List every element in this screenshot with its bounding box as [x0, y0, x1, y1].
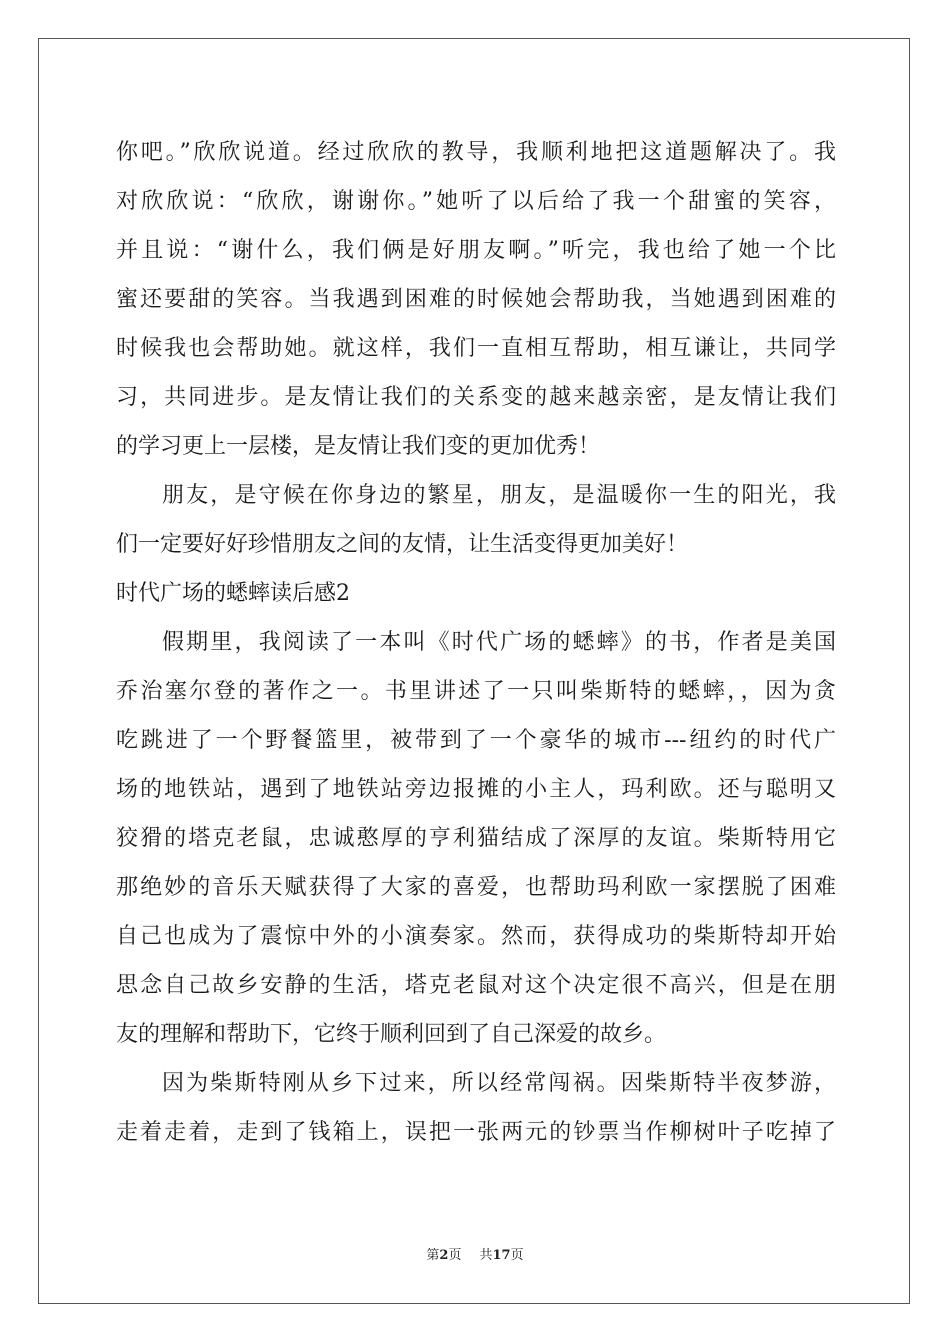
text-line: 并且说：“谢什么，我们俩是好朋友啊。”听完，我也给了她一个比 [116, 238, 836, 263]
text-line: 的学习更上一层楼，是友情让我们变的更加优秀！ [116, 434, 601, 459]
text-line: 们一定要好好珍惜朋友之间的友情，让生活变得更加美好！ [116, 532, 689, 557]
text-line: 对欣欣说：“欣欣，谢谢你。”她听了以后给了我一个甜蜜的笑容， [116, 189, 836, 214]
total-suffix: 页 [510, 1248, 524, 1263]
text-line: 狡猾的塔克老鼠，忠诚憨厚的亨利猫结成了深厚的友谊。柴斯特用它 [116, 826, 836, 851]
text-line: 吃跳进了一个野餐篮里，被带到了一个豪华的城市---纽约的时代广 [116, 728, 836, 753]
text-line: 走着走着，走到了钱箱上，误把一张两元的钞票当作柳树叶子吃掉了 [116, 1120, 836, 1145]
total-prefix: 共 [479, 1248, 493, 1263]
text-line: 友的理解和帮助下，它终于顺利回到了自己深爱的故乡。 [116, 1022, 667, 1047]
text-line: 自己也成为了震惊中外的小演奏家。然而，获得成功的柴斯特却开始 [116, 924, 836, 949]
page-suffix: 页 [448, 1248, 462, 1263]
page-prefix: 第 [426, 1248, 440, 1263]
text-line: 蜜还要甜的笑容。当我遇到困难的时候她会帮助我，当她遇到困难的 [116, 287, 836, 312]
text-line: 习，共同进步。是友情让我们的关系变的越来越亲密，是友情让我们 [116, 385, 836, 410]
page-number: 2 [439, 1248, 449, 1263]
text-line: 思念自己故乡安静的生活，塔克老鼠对这个决定很不高兴，但是在朋 [116, 973, 836, 998]
text-line: 时候我也会帮助她。就这样，我们一直相互帮助，相互谦让，共同学 [116, 336, 836, 361]
text-line: 假期里，我阅读了一本叫《时代广场的蟋蟀》的书，作者是美国 [162, 630, 836, 655]
document-body [116, 128, 836, 1157]
page-footer [0, 1248, 950, 1264]
text-line: 因为柴斯特刚从乡下过来，所以经常闯祸。因柴斯特半夜梦游， [162, 1071, 836, 1096]
text-line: 乔治塞尔登的著作之一。书里讲述了一只叫柴斯特的蟋蟀，，因为贪 [116, 679, 836, 704]
total-pages: 17 [492, 1248, 511, 1263]
text-line: 场的地铁站，遇到了地铁站旁边报摊的小主人，玛利欧。还与聪明又 [116, 777, 836, 802]
text-line: 那绝妙的音乐天赋获得了大家的喜爱，也帮助玛利欧一家摆脱了困难 [116, 875, 836, 900]
text-line: 你吧。”欣欣说道。经过欣欣的教导，我顺利地把这道题解决了。我 [116, 140, 836, 165]
text-line: 朋友，是守候在你身边的繁星，朋友，是温暖你一生的阳光，我 [162, 483, 836, 508]
section-heading: 时代广场的蟋蟀读后感2 [116, 581, 350, 606]
